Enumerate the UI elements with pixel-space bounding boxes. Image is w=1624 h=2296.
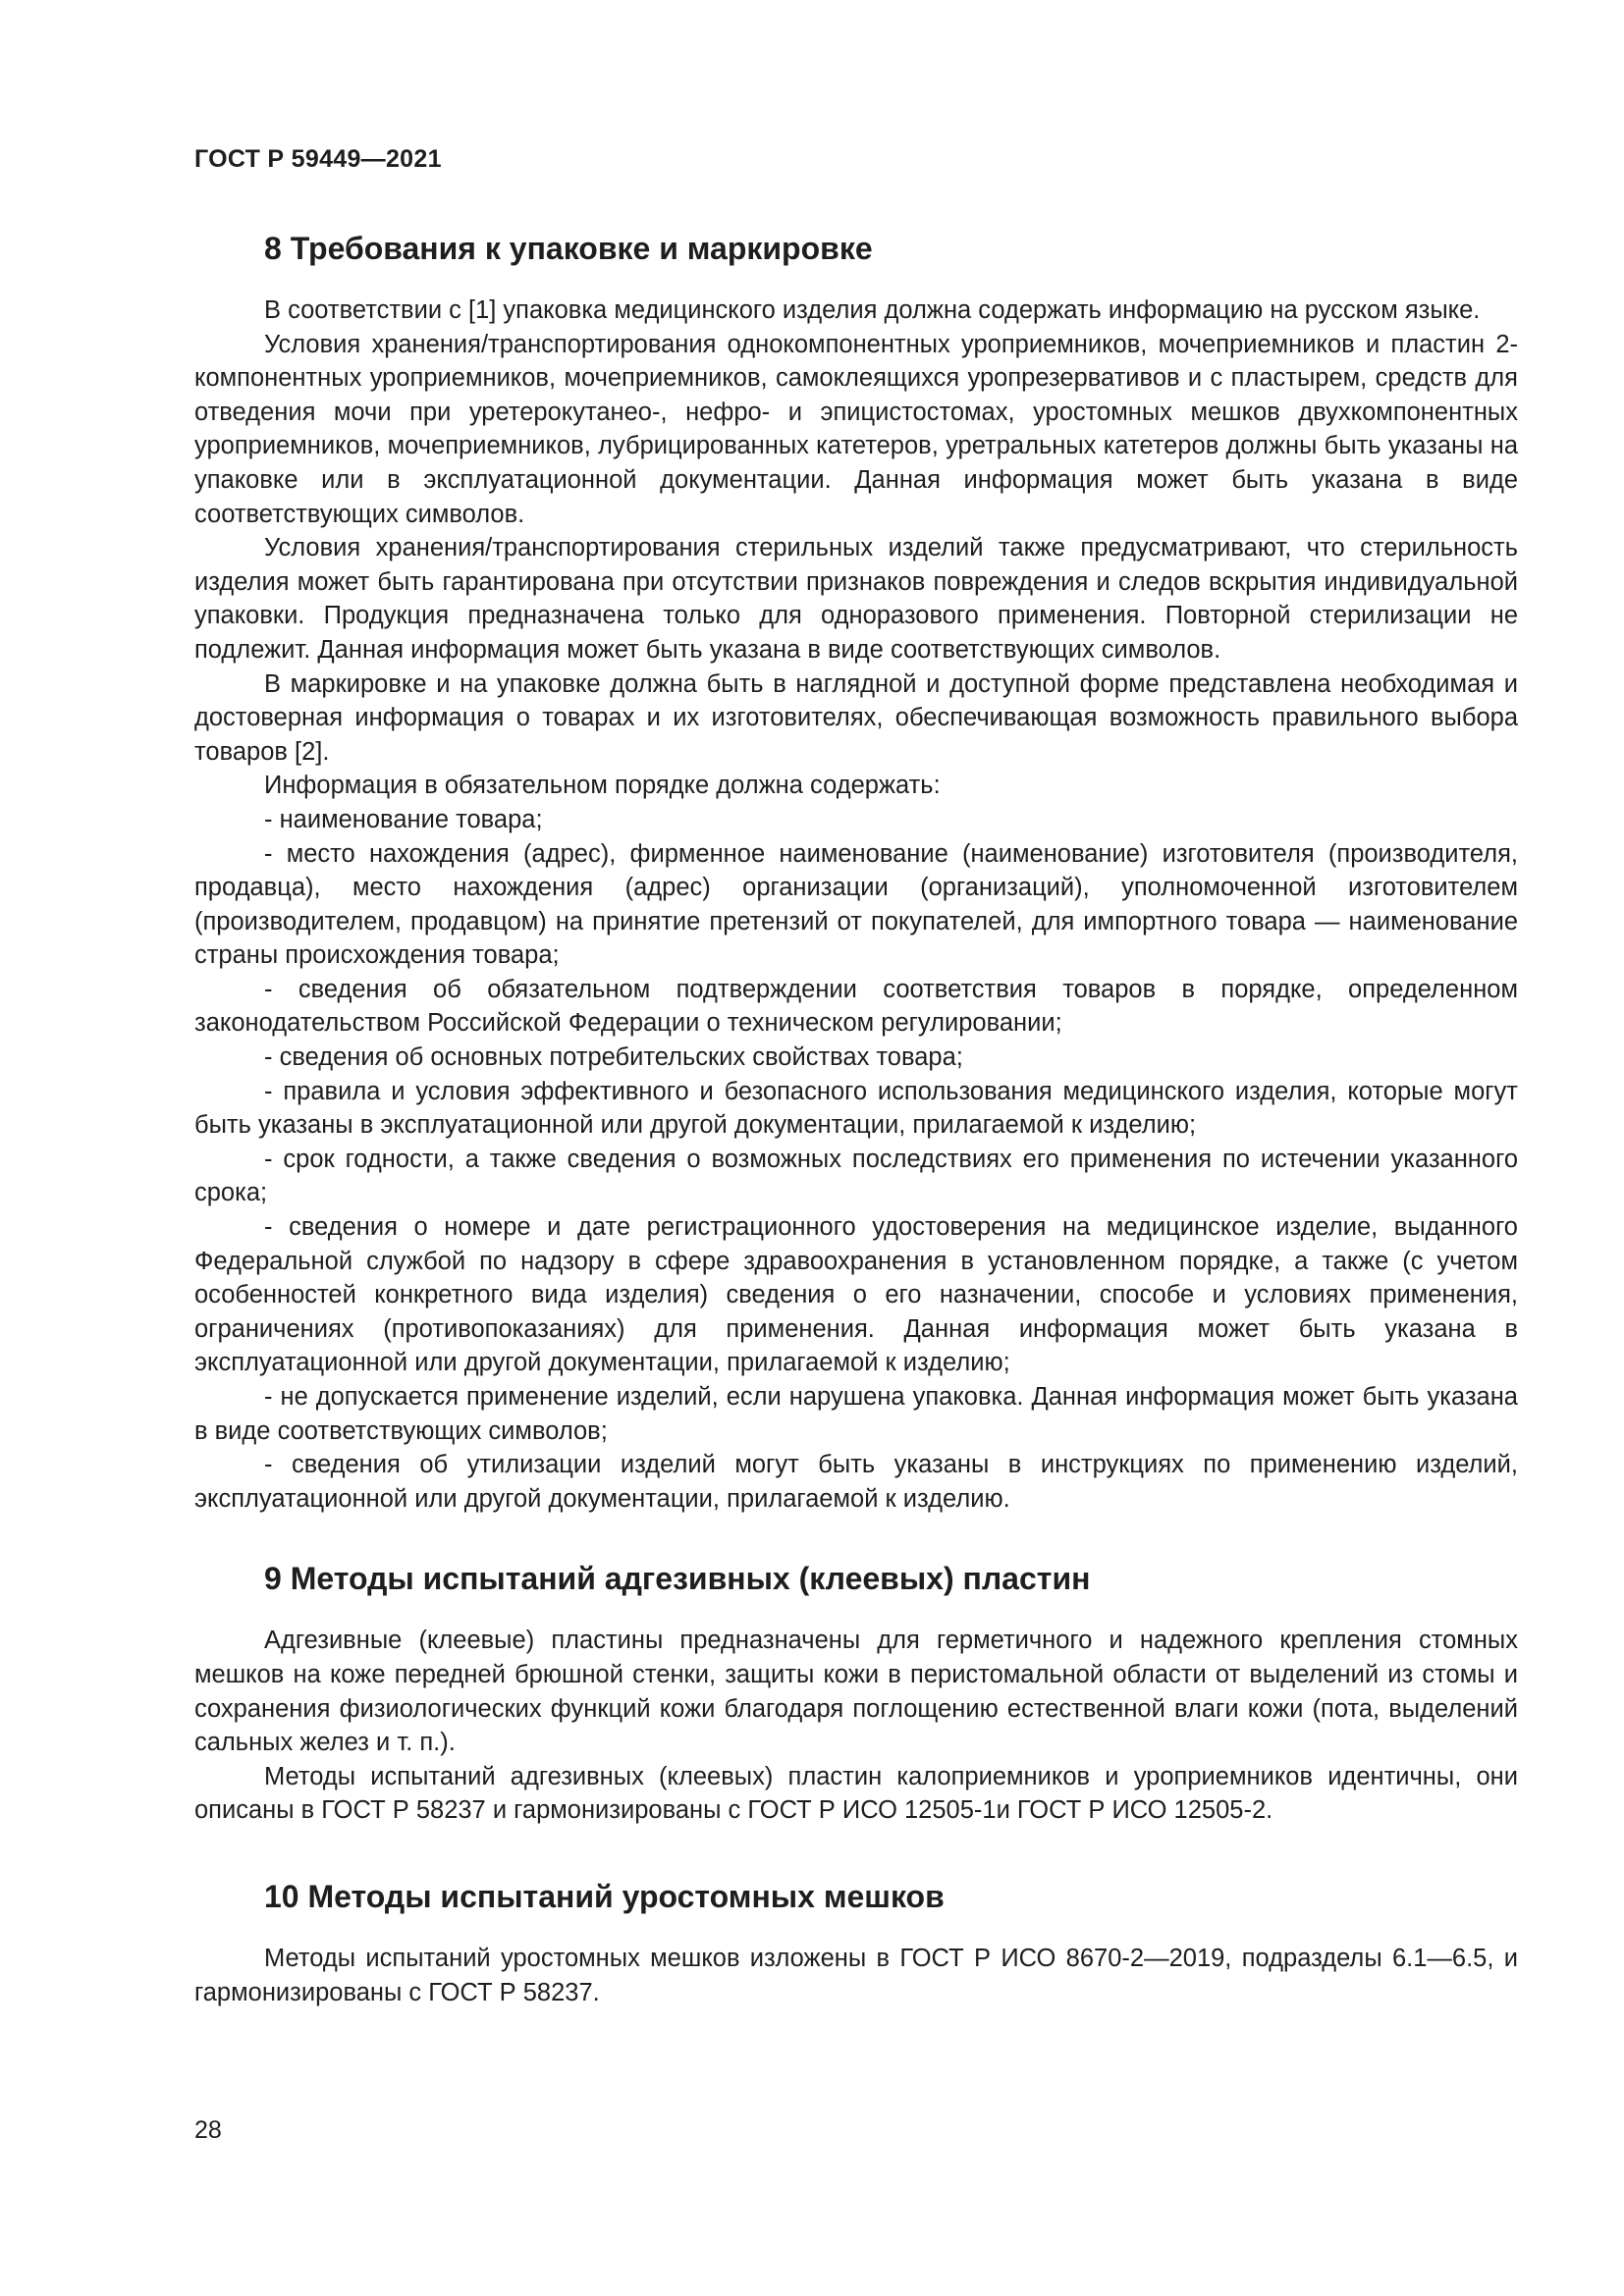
section-8-list-item: - не допускается применение изделий, если нарушена упаковка. Данная информация может быть указана в виде соответствующих символов;: [194, 1383, 1518, 1445]
section-8-title: 8 Требования к упаковке и маркировке: [264, 231, 873, 266]
section-8-paragraph: Условия хранения/транспортирования однокомпонентных уроприемников, мочеприемников и пластин 2-компонентных уроприемников, мочеприемников, самоклеящихся уропрезервативов и с пластырем, средств для отведения мочи при уретерокутанео-, нефро- и эпицистостомах, уростомных мешков двухкомпонентных уроприемников, мочеприемников, лубрицированных катетеров, уретральных катетеров должны быть указаны на упаковке или в эксплуатационной документации. Данная информация может быть указана в виде соответствующих символов.: [194, 330, 1518, 528]
section-8-paragraph: Условия хранения/транспортирования стерильных изделий также предусматривают, что стерильность изделия может быть гарантирована при отсутствии признаков повреждения и следов вскрытия индивидуальной упаковки. Продукция предназначена только для одноразового применения. Повторной стерилизации не подлежит. Данная информация может быть указана в виде соответствующих символов.: [194, 534, 1518, 664]
section-8-list-item: - сведения об обязательном подтверждении соответствия товаров в порядке, определенном законодательством Российской Федерации о техническом регулировании;: [194, 975, 1518, 1038]
section-8-list-item: - место нахождения (адрес), фирменное наименование (наименование) изготовителя (производителя, продавца), место нахождения (адрес) организации (организаций), уполномоченной изготовителем (производителем, продавцом) на принятие претензий от покупателей, для импортного товара — наименование страны происхождения товара;: [194, 839, 1518, 970]
section-10: [194, 1877, 1518, 2009]
section-9-paragraph: Адгезивные (клеевые) пластины предназначены для герметичного и надежного крепления стомных мешков на коже передней брюшной стенки, защиты кожи в перистомальной области от выделений из стомы и сохранения физиологических функций кожи благодаря поглощению естественной влаги кожи (пота, выделений сальных желез и т. п.).: [194, 1627, 1518, 1757]
section-9-paragraph: Методы испытаний адгезивных (клеевых) пластин калоприемников и уроприемников идентичны, они описаны в ГОСТ Р 58237 и гармонизированы с ГОСТ Р ИСО 12505-1и ГОСТ Р ИСО 12505-2.: [194, 1762, 1518, 1825]
section-8-list-item: - сведения о номере и дате регистрационного удостоверения на медицинское изделие, выданного Федеральной службой по надзору в сфере здравоохранения в установленном порядке, а также (с учетом особенностей конкретного вида изделия) сведения о его назначении, способе и условиях применения, ограничениях (противопоказаниях) для применения. Данная информация может быть указана в эксплуатационной или другой документации, прилагаемой к изделию;: [194, 1213, 1518, 1377]
section-9: [194, 1559, 1518, 1828]
section-8-list-item: - сведения об утилизации изделий могут быть указаны в инструкциях по применению изделий, эксплуатационной или другой документации, прилагаемой к изделию.: [194, 1451, 1518, 1513]
section-8-list-item: - срок годности, а также сведения о возможных последствиях его применения по истечении указанного срока;: [194, 1145, 1518, 1207]
section-8-list-item: - правила и условия эффективного и безопасного использования медицинского изделия, которые могут быть указаны в эксплуатационной или другой документации, прилагаемой к изделию;: [194, 1077, 1518, 1140]
section-9-title: 9 Методы испытаний адгезивных (клеевых) пластин: [264, 1561, 1091, 1597]
section-10-paragraph: Методы испытаний уростомных мешков изложены в ГОСТ Р ИСО 8670-2—2019, подразделы 6.1—6.5, и гармонизированы с ГОСТ Р 58237.: [194, 1944, 1518, 2006]
document-page: [194, 145, 1518, 2053]
section-8-paragraph: В маркировке и на упаковке должна быть в наглядной и доступной форме представлена необходимая и достоверная информация о товарах и их изготовителях, обеспечивающая возможность правильного выбора товаров [2].: [194, 669, 1518, 766]
page-number: 28: [194, 2116, 222, 2144]
section-10-title: 10 Методы испытаний уростомных мешков: [264, 1878, 945, 1914]
section-8-list-item: - наименование товара;: [264, 805, 543, 833]
document-header: ГОСТ Р 59449—2021: [194, 145, 442, 173]
section-8-list-item: - сведения об основных потребительских свойствах товара;: [264, 1043, 963, 1072]
section-8: [194, 229, 1518, 1516]
section-8-paragraph: Информация в обязательном порядке должна содержать:: [264, 772, 941, 800]
section-8-paragraph: В соответствии с [1] упаковка медицинского изделия должна содержать информацию на русском языке.: [264, 296, 1481, 324]
